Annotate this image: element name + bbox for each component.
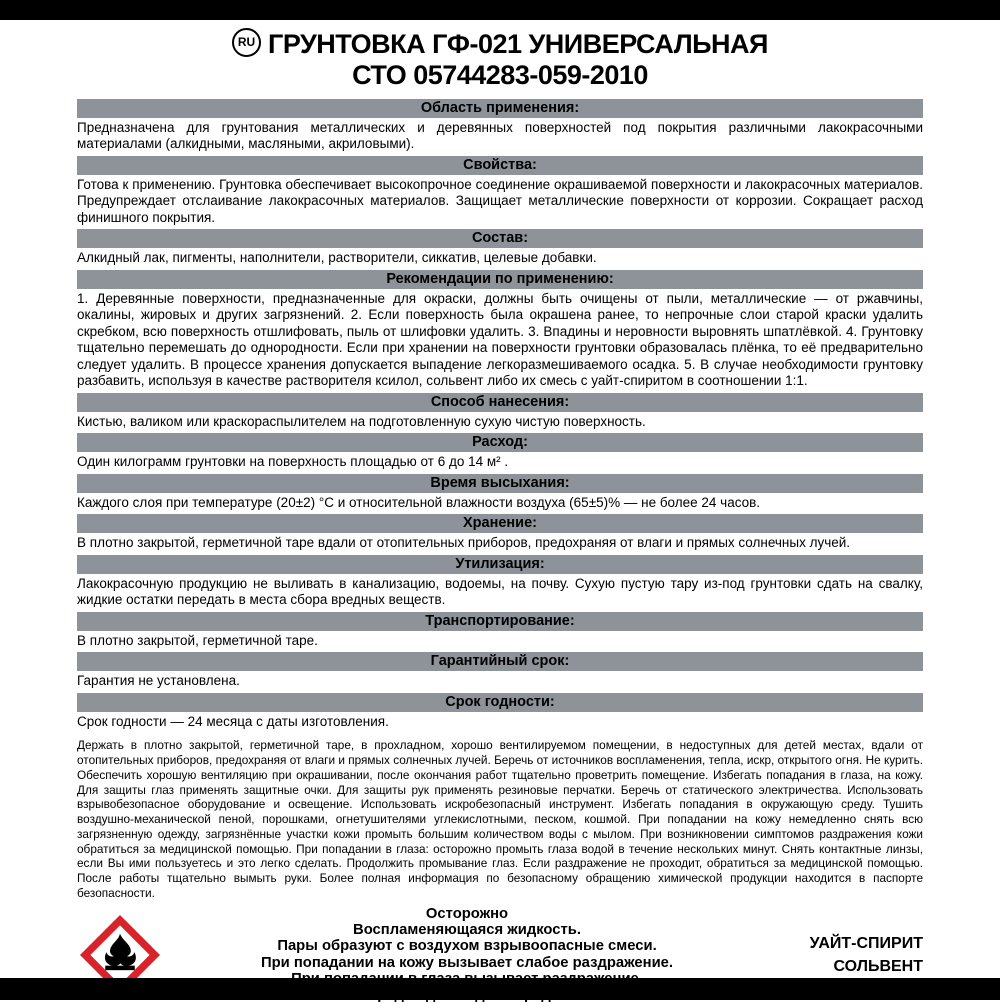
section-recommendations <box>77 270 923 390</box>
warning-line: Воспламеняющаяся жидкость. <box>353 922 581 939</box>
title-block <box>77 20 923 96</box>
section-header: Утилизация: <box>77 555 923 574</box>
section-header: Срок годности: <box>77 693 923 712</box>
title-line-1 <box>77 29 923 60</box>
section-header: Гарантийный срок: <box>77 652 923 671</box>
section-header: Состав: <box>77 229 923 248</box>
section-header: Расход: <box>77 433 923 452</box>
section-header: Хранение: <box>77 514 923 533</box>
section-body: 1. Деревянные поверхности, предназначенные для окраски, должны быть очищены от пыли, металлические — от ржавчины, окалины, жировых и других загрязнений. 2. Если поверхность была окрашена ранее, то непрочные слои старой краски удалить скребком, всю поверхность отшлифовать, пыль от шлифовки удалить. 3. Впадины и неровности выровнять шпатлёвкой. 4. Грунтовку тщательно перемешать до однородности. Если при хранении на поверхности грунтовки образовалась плёнка, то её предварительно следует удалить. В процессе хранения допускается выпадение легкоразмешиваемого осадка. 5. В случае необходимости грунтовку разбавить, используя в качестве растворителя ксилол, сольвент либо их смесь с уайт-спиритом в соотношении 1:1. <box>77 290 923 389</box>
section-disposal <box>77 555 923 609</box>
warning-heading: Осторожно <box>425 905 509 922</box>
standard-number: СТО 05744283-059-2010 <box>352 60 648 91</box>
section-header: Область применения: <box>77 99 923 118</box>
section-consumption <box>77 433 923 471</box>
label-content <box>77 20 923 1004</box>
section-warranty <box>77 652 923 690</box>
section-transportation <box>77 612 923 650</box>
section-header: Способ нанесения: <box>77 393 923 412</box>
top-black-bar <box>0 0 1000 20</box>
section-body: В плотно закрытой, герметичной таре вдали от отопительных приборов, предохраняя от влаги и прямых солнечных лучей. <box>77 535 851 551</box>
section-body: Готова к применению. Грунтовка обеспечивает высокопрочное соединение окрашиваемой поверхности и лакокрасочных материалов. Предупреждает отслаивание лакокрасочных материалов. Защищает металлические поверхности от коррозии. Сокращает расход финишного покрытия. <box>77 176 923 225</box>
warning-line: При попадании на кожу вызывает слабое раздражение. <box>260 954 674 971</box>
section-header: Время высыхания: <box>77 474 923 493</box>
solvent-name: СОЛЬВЕНТ <box>833 957 923 975</box>
solvent-block <box>773 932 923 978</box>
section-application-method <box>77 393 923 431</box>
section-body: Предназначена для грунтования металлических и деревянных поверхностей под покрытия различными лакокрасочными материалами (алкидными, масляными, акриловыми). <box>77 119 923 152</box>
section-shelf-life <box>77 693 923 731</box>
section-properties <box>77 156 923 227</box>
section-application <box>77 99 923 153</box>
section-drying-time <box>77 474 923 512</box>
warning-line: Пары образуют с воздухом взрывоопасные смеси. <box>277 938 657 955</box>
bottom-black-bar <box>0 978 1000 1000</box>
section-body: Кистью, валиком или краскораспылителем на подготовленную сухую чистую поверхность. <box>77 413 646 429</box>
section-storage <box>77 514 923 552</box>
section-body: Лакокрасочную продукцию не выливать в канализацию, водоемы, на почву. Сухую пустую тару из-под грунтовки сдать на свалку, жидкие остатки передать в места сбора вредных веществ. <box>77 575 923 608</box>
section-body: В плотно закрытой, герметичной таре. <box>77 632 318 648</box>
section-header: Рекомендации по применению: <box>77 270 923 289</box>
section-body: Каждого слоя при температуре (20±2) °С и относительной влажности воздуха (65±5)% — не более 24 часов. <box>77 494 761 510</box>
product-title: ГРУНТОВКА ГФ-021 УНИВЕРСАЛЬНАЯ <box>268 29 768 59</box>
section-body: Гарантия не установлена. <box>77 673 240 689</box>
section-body: Алкидный лак, пигменты, наполнители, растворители, сиккатив, целевые добавки. <box>77 250 597 266</box>
ru-certification-mark-icon: RU <box>232 28 261 57</box>
section-header: Свойства: <box>77 156 923 175</box>
section-header: Транспортирование: <box>77 612 923 631</box>
section-body: Срок годности — 24 месяца с даты изготовления. <box>77 713 389 729</box>
section-body: Один килограмм грунтовки на поверхность площадью от 6 до 14 м² . <box>77 454 509 470</box>
safety-instructions: Держать в плотно закрытой, герметичной таре, в прохладном, хорошо вентилируемом помещении, в недоступных для детей местах, вдали от отопительных приборов, предохраняя от влаги и прямых солнечных лучей. Беречь от источников воспламенения, тепла, искр, открытого огня. Не курить. Обеспечить хорошую вентиляцию при окрашивании, после окончания работ тщательно проветрить помещение. Избегать попадания в глаза, на кожу. Для защиты глаз применять защитные очки. Для защиты рук применять резиновые перчатки. Беречь от статического электричества. Использовать взрывобезопасное оборудование и освещение. Использовать искробезопасный инструмент. Избегать попадания в окружающую среду. Тушить воздушно-механической пеной, порошками, огнетушителями углекислотными, песком, кошмой. При попадании на кожу немедленно снять всю загрязненную одежду, загрязнённые участки кожи промыть большим количеством воды с мылом. При возникновении симптомов раздражения кожи обратиться за медицинской помощью. При попадании в глаза: осторожно промыть глаза водой в течение нескольких минут. Снять контактные линзы, если Вы ими пользуетесь и это легко сделать. Продолжить промывание глаз. Если раздражение не проходит, обратиться за медицинской помощью. После работы тщательно вымыть руки. Более полная информация по безопасному обращению химической продукции находится в паспорте безопасности. <box>77 738 923 901</box>
solvent-name: УАЙТ-СПИРИТ <box>809 934 923 952</box>
section-composition <box>77 229 923 267</box>
